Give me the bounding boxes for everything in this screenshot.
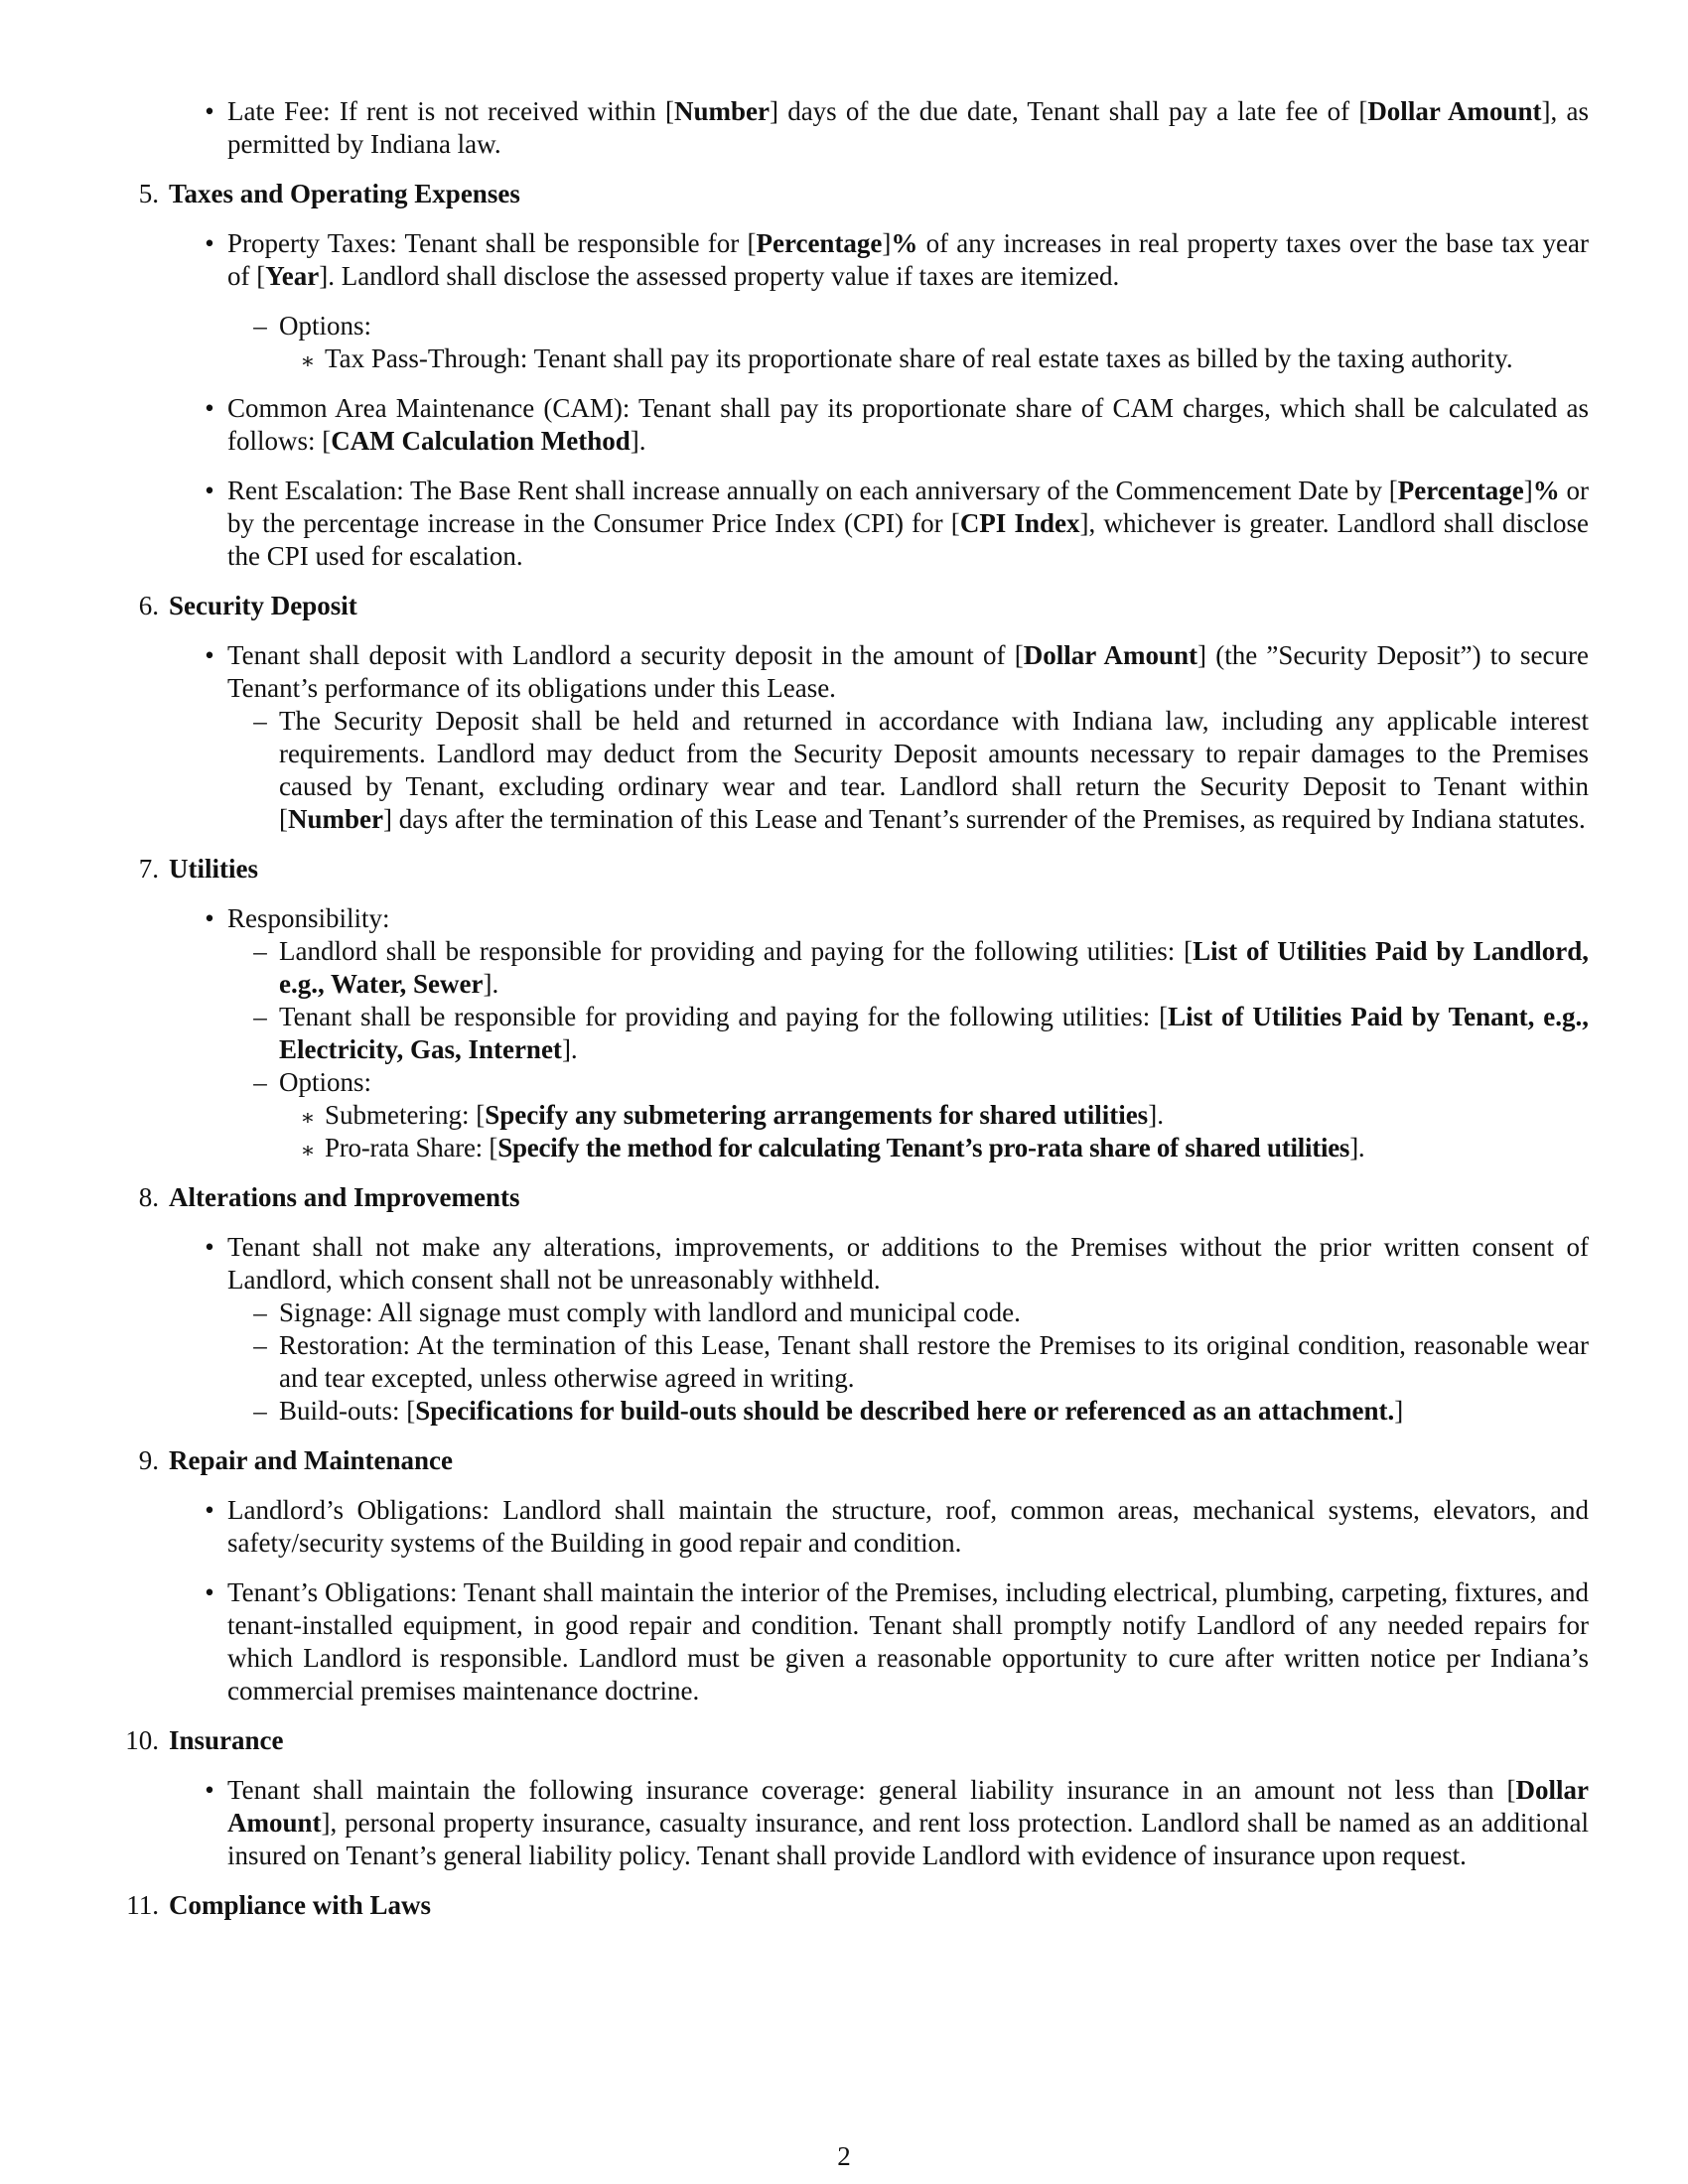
dash-icon: – [253, 706, 267, 736]
bullet-icon: • [205, 903, 214, 933]
section-number: 10. [125, 1725, 159, 1755]
landlord-utilities-placeholder: List of Utilities Paid by Landlord, e.g., Water, Sewer [279, 936, 1590, 999]
bullet-icon: • [205, 476, 214, 505]
section-title: Compliance with Laws [169, 1890, 432, 1920]
property-taxes-text: Property Taxes: Tenant shall be responsible for [ [227, 228, 757, 258]
deposit-return-text: The Security Deposit shall be held and returned in accordance with Indiana law, including any applicable interest requirements. Landlord may deduct from the Security Deposit amounts necessary to repair damages to the Premises caused by Tenant, excluding ordinary wear and tear. Landlord shall return the Security Deposit to Tenant within [ [279, 706, 1589, 834]
rent-escalation-text: or by the percentage increase in the Consumer Price Index (CPI) for [ [227, 476, 1589, 538]
page-number: 2 [837, 2141, 851, 2171]
section-number: 8. [138, 1182, 159, 1212]
tax-pass-through-item [300, 342, 1589, 375]
rent-escalation-item: • Rent Escalation: The Base Rent shall increase annually on each anniversary of the Commencement Date by [Percentage]% or by the percentage increase in the Consumer Price Index (CPI) for [CPI Index], whichever is greater. Landlord shall disclose the CPI used for escalation. [227, 475, 1589, 573]
section-title: Alterations and Improvements [169, 1182, 520, 1212]
dash-icon: – [253, 1067, 267, 1097]
cam-method-placeholder: CAM Calculation Method [331, 426, 631, 456]
tenant-obligations-item [205, 1576, 1589, 1707]
cpi-index-placeholder: CPI Index [959, 508, 1080, 538]
bullet-icon: • [205, 640, 214, 670]
insurance-item [205, 1774, 1589, 1872]
restoration-item [253, 1329, 1589, 1395]
late-fee-label: Late Fee: [227, 96, 331, 126]
section-8 [138, 1181, 1589, 1428]
asterisk-icon: ∗ [300, 1138, 316, 1162]
tenant-utilities-text: Tenant shall be responsible for providing and paying for the following utilities: [ [279, 1002, 1169, 1031]
asterisk-icon: ∗ [300, 1105, 316, 1130]
late-fee-text: If rent is not received within [ [330, 96, 674, 126]
late-fee-amount-placeholder: Dollar Amount [1367, 96, 1542, 126]
dash-icon: – [253, 1396, 267, 1426]
signage-text: Signage: All signage must comply with landlord and municipal code. [279, 1297, 1021, 1327]
buildouts-item [253, 1395, 1589, 1428]
property-taxes-text: of any increases in real property taxes over the base tax year of [ [227, 228, 1589, 291]
submetering-placeholder: Specify any submetering arrangements for shared utilities [485, 1100, 1149, 1130]
section-10 [125, 1724, 1589, 1872]
dash-icon: – [253, 1297, 267, 1327]
section-title: Taxes and Operating Expenses [169, 179, 520, 208]
section-title: Repair and Maintenance [169, 1445, 454, 1475]
section-number: 6. [138, 591, 159, 620]
signage-item [253, 1297, 1589, 1329]
options-item [253, 310, 1589, 375]
prorata-placeholder: Specify the method for calculating Tenant’s pro-rata share of shared utilities [497, 1133, 1350, 1162]
options-label: Options: [279, 311, 372, 341]
bullet-icon: • [205, 1775, 214, 1805]
late-fee-number-placeholder: Number [674, 96, 770, 126]
buildouts-text: ] [1394, 1396, 1404, 1426]
dash-icon: – [253, 936, 267, 966]
section-number: 11. [126, 1890, 159, 1920]
security-deposit-text: ] (the ”Security Deposit”) to secure Tenant’s performance of its obligations under this Lease. [227, 640, 1589, 703]
section-11 [126, 1889, 1589, 1922]
section-number: 5. [138, 179, 159, 208]
property-taxes-text: ]. Landlord shall disclose the assessed property value if taxes are itemized. [319, 261, 1120, 291]
prorata-text: ]. [1349, 1133, 1365, 1162]
landlord-utilities-item [253, 935, 1590, 1001]
section-6 [138, 590, 1589, 836]
late-fee-text: ], as permitted by Indiana law. [227, 96, 1589, 159]
landlord-obligations-item [205, 1494, 1589, 1560]
section-title: Insurance [169, 1725, 284, 1755]
deposit-return-item [253, 705, 1589, 836]
bullet-icon: • [205, 1577, 214, 1607]
page-content [0, 95, 1688, 1922]
section-number: 7. [138, 854, 159, 884]
tenant-utilities-placeholder: List of Utilities Paid by Tenant, e.g., Electricity, Gas, Internet [279, 1002, 1589, 1064]
percentage-placeholder: Percentage [756, 228, 883, 258]
prorata-item [300, 1132, 1589, 1164]
percent-sign: % [1532, 476, 1560, 505]
alterations-text: Tenant shall not make any alterations, improvements, or additions to the Premises without the prior written consent of Landlord, which consent shall not be unreasonably withheld. [227, 1232, 1589, 1295]
insurance-text: Tenant shall maintain the following insurance coverage: general liability insurance in an amount not less than [ [227, 1775, 1516, 1805]
security-deposit-item [205, 639, 1589, 836]
insurance-text: ], personal property insurance, casualty insurance, and rent loss protection. Landlord shall be named as an additional insured on Tenant’s general liability policy. Tenant shall provide Landlord with evidence of insurance upon request. [227, 1808, 1589, 1870]
rent-escalation-text: ], whichever is greater. Landlord shall disclose the CPI used for escalation. [227, 508, 1589, 571]
landlord-obligations-text: Landlord’s Obligations: Landlord shall maintain the structure, roof, common areas, mechanical systems, elevators, and safety/security systems of the Building in good repair and condition. [227, 1495, 1589, 1558]
dash-icon: – [253, 311, 267, 341]
landlord-utilities-text: ]. [483, 969, 499, 999]
options-label: Options: [279, 1067, 372, 1097]
dash-icon: – [253, 1330, 267, 1360]
buildouts-placeholder: Specifications for build-outs should be described here or referenced as an attachment. [415, 1396, 1395, 1426]
tenant-obligations-text: Tenant’s Obligations: Tenant shall maintain the interior of the Premises, including electrical, plumbing, carpeting, fixtures, and tenant-installed equipment, in good repair and condition. Tenant shall promptly notify Landlord of any needed repairs for which Landlord is responsible. Landlord must be given a reasonable opportunity to cure after written notice per Indiana’s commercial premises maintenance doctrine. [227, 1577, 1589, 1706]
cam-text: Common Area Maintenance (CAM): Tenant shall pay its proportionate share of CAM charges, which shall be calculated as follows: [227, 393, 1589, 456]
bullet-icon: • [205, 393, 214, 423]
landlord-utilities-text: Landlord shall be responsible for providing and paying for the following utilities: [ [279, 936, 1194, 966]
section-9 [138, 1444, 1589, 1707]
submetering-text: ]. [1148, 1100, 1164, 1130]
section-7 [138, 853, 1590, 1164]
buildouts-text: Build-outs: [ [279, 1396, 416, 1426]
alterations-item [205, 1231, 1589, 1428]
tenant-utilities-item [253, 1001, 1589, 1066]
section-5 [138, 178, 1589, 573]
section-number: 9. [138, 1445, 159, 1475]
year-placeholder: Year [265, 261, 320, 291]
restoration-text: Restoration: At the termination of this Lease, Tenant shall restore the Premises to its original condition, reasonable wear and tear excepted, unless otherwise agreed in writing. [279, 1330, 1589, 1393]
dollar-amount-placeholder: Dollar Amount [227, 1775, 1589, 1838]
section-title: Security Deposit [169, 591, 357, 620]
bullet-icon: • [205, 96, 214, 126]
cam-text: ]. [630, 426, 646, 456]
tax-pass-through-text: Tax Pass-Through: Tenant shall pay its proportionate share of real estate taxes as billed by the taxing authority. [325, 343, 1513, 373]
late-fee-item [205, 95, 1589, 161]
responsibility-item [205, 902, 1590, 1164]
percentage-placeholder: Percentage [1397, 476, 1524, 505]
asterisk-icon: ∗ [300, 348, 316, 373]
section-title: Utilities [169, 854, 258, 884]
deposit-return-text: ] days after the termination of this Lease and Tenant’s surrender of the Premises, as required by Indiana statutes. [383, 804, 1586, 834]
bullet-icon: • [205, 228, 214, 258]
security-deposit-text: Tenant shall deposit with Landlord a security deposit in the amount of [ [227, 640, 1024, 670]
late-fee-text: ] days of the due date, Tenant shall pay a late fee of [ [770, 96, 1368, 126]
dash-icon: – [253, 1002, 267, 1031]
property-taxes-item: • Property Taxes: Tenant shall be responsible for [Percentage]% of any increases in real property taxes over the base tax year of [Year]. Landlord shall disclose the assessed property value if taxes are itemized. – Options: ∗ Tax Pass-Through: Tenant shall pay its proportionate share of real estate taxes as billed by the taxing authority. [227, 227, 1589, 375]
bullet-icon: • [205, 1495, 214, 1525]
bullet-icon: • [205, 1232, 214, 1262]
utilities-options-item [253, 1066, 1589, 1164]
percent-sign: % [891, 228, 918, 258]
number-placeholder: Number [288, 804, 383, 834]
tenant-utilities-text: ]. [561, 1034, 578, 1064]
cam-item: • Common Area Maintenance (CAM): Tenant shall pay its proportionate share of CAM charges, which shall be calculated as follows: [CAM Calculation Method]. [227, 392, 1589, 458]
submetering-text: Submetering: [ [325, 1100, 486, 1130]
dollar-amount-placeholder: Dollar Amount [1023, 640, 1197, 670]
prorata-text: Pro-rata Share: [ [325, 1133, 498, 1162]
submetering-item [300, 1099, 1589, 1132]
rent-escalation-text: Rent Escalation: The Base Rent shall increase annually on each anniversary of the Commencement Date by [ [227, 476, 1398, 505]
responsibility-label: Responsibility: [227, 903, 390, 933]
